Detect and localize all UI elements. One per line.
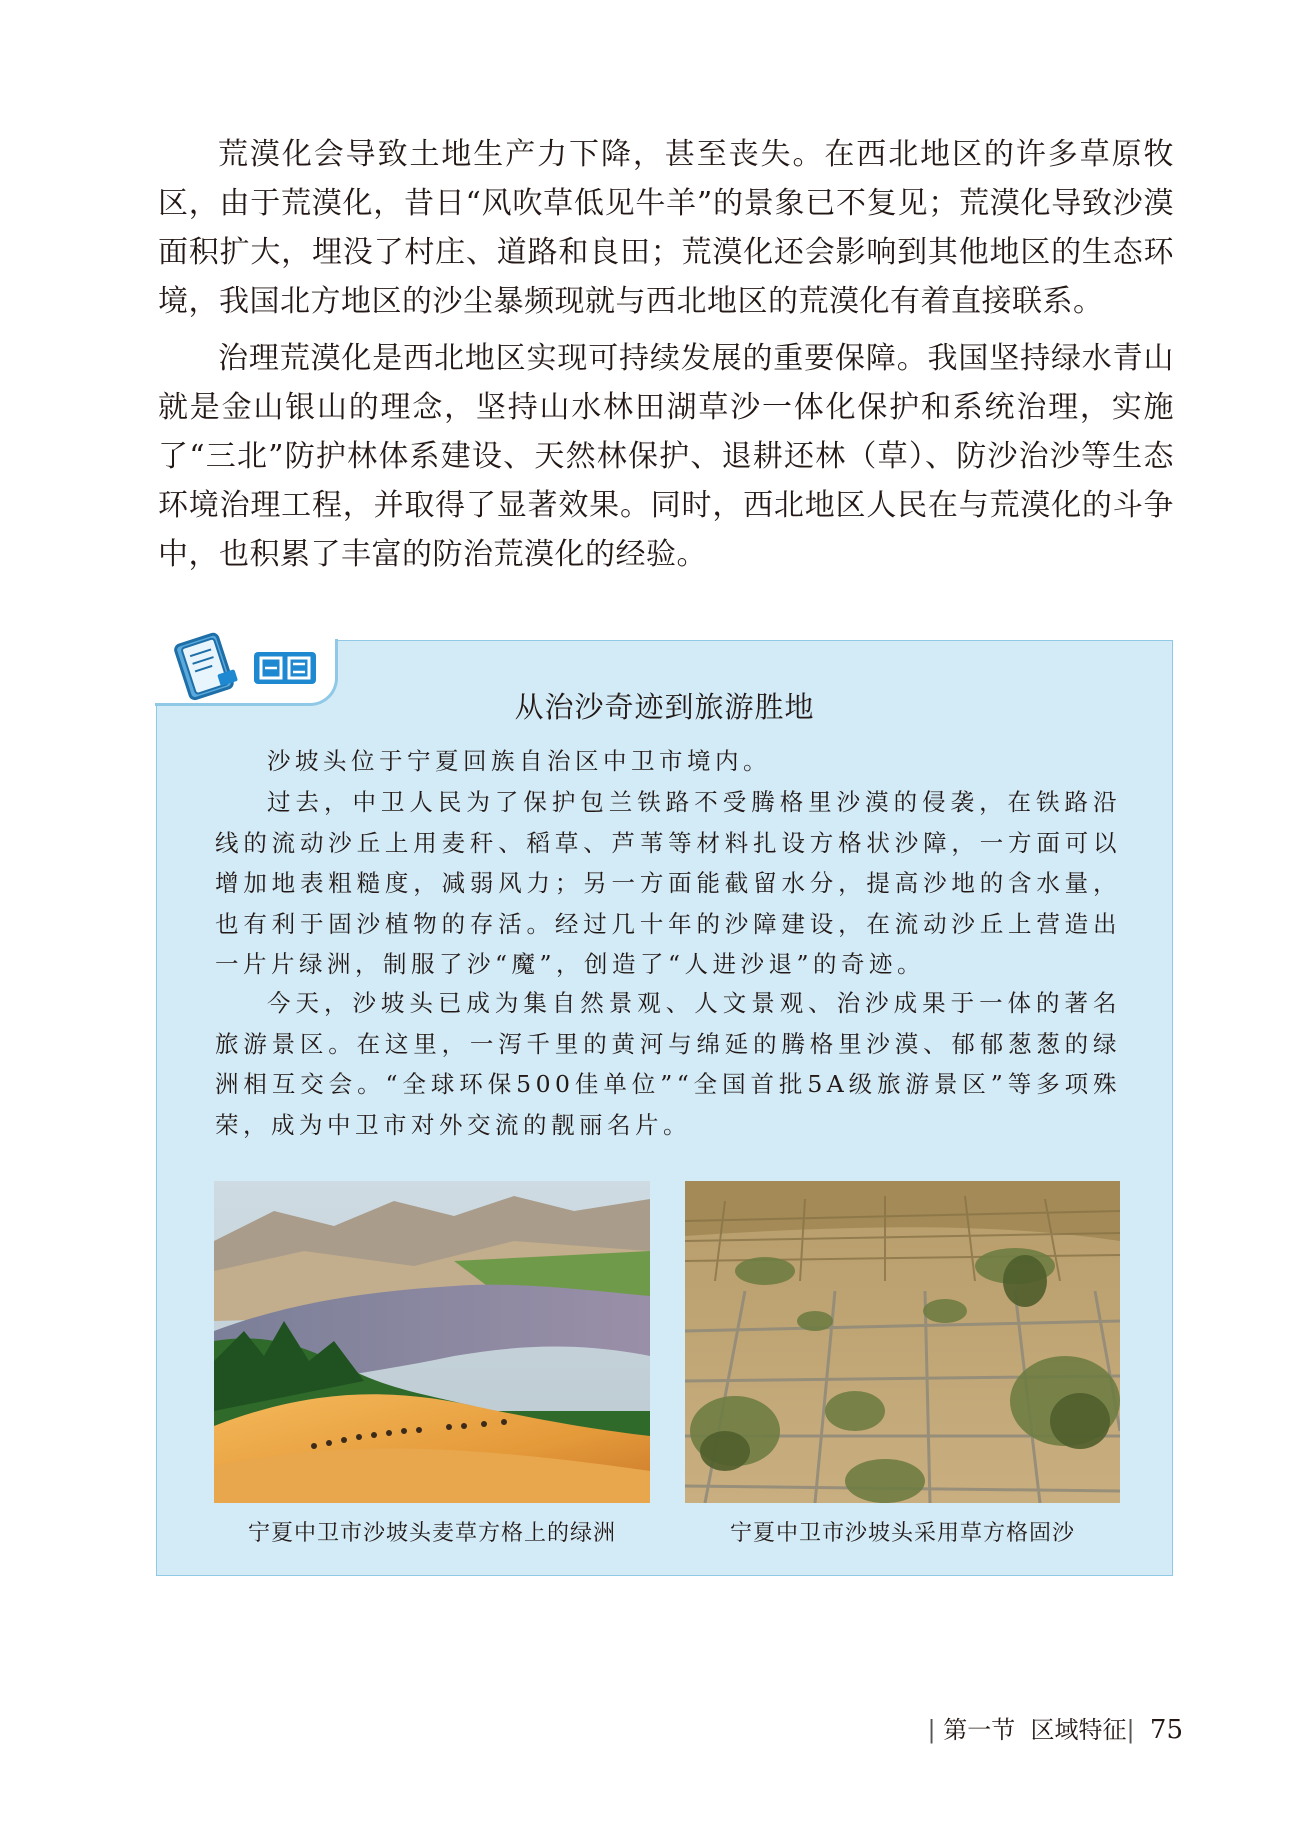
footer-section: 第一节 [943,1716,1016,1744]
reading-paragraph-1: 沙坡头位于宁夏回族自治区中卫市境内。 [267,747,771,775]
oasis-photo-caption: 宁夏中卫市沙坡头麦草方格上的绿洲 [247,1521,616,1546]
reading-paragraph-2: 过去，中卫人民为了保护包兰铁路不受腾格里沙漠的侵袭，在铁路沿线的流动沙丘上用麦秆、稻草、芦苇等材料扎设方格状沙障，一方面可以增加地表粗糙度，减弱风力；另一方面能截留水分，提高沙地的含水量，也有利于固沙植物的存活。经过几十年的沙障建设，在流动沙丘上营造出一片片绿洲，制服了沙“魔”，创造了“人进沙退”的奇迹。 [215,788,1121,978]
body-paragraph-2: 治理荒漠化是西北地区实现可持续发展的重要保障。我国坚持绿水青山就是金山银山的理念，坚持山水林田湖草沙一体化保护和系统治理，实施了“三北”防护林体系建设、天然林保护、退耕还林（草）、防沙治沙等生态环境治理工程，并取得了显著效果。同时，西北地区人民在与荒漠化的斗争中，也积累了丰富的防治荒漠化的经验。 [158,341,1174,572]
straw-grid-photo [685,1181,1120,1503]
reading-badge-icon [253,651,317,685]
footer-divider: | [927,1716,936,1744]
footer-section-title: 区域特征 [1030,1716,1127,1744]
reading-title: 从治沙奇迹到旅游胜地 [514,690,815,724]
straw-grid-photo-caption: 宁夏中卫市沙坡头采用草方格固沙 [729,1521,1075,1546]
reading-paragraph-3: 今天，沙坡头已成为集自然景观、人文景观、治沙成果于一体的著名旅游景区。在这里，一泻千里的黄河与绵延的腾格里沙漠、郁郁葱葱的绿洲相互交会。“全球环保500佳单位”“全国首批5A级旅游景区”等多项殊荣，成为中卫市对外交流的靓丽名片。 [215,989,1121,1139]
body-paragraph-1: 荒漠化会导致土地生产力下降，甚至丧失。在西北地区的许多草原牧区，由于荒漠化，昔日“风吹草低见牛羊”的景象已不复见；荒漠化导致沙漠面积扩大，埋没了村庄、道路和良田；荒漠化还会影响到其他地区的生态环境，我国北方地区的沙尘暴频现就与西北地区的荒漠化有着直接联系。 [158,137,1174,319]
reading-box [156,640,1173,1576]
page-footer [928,1710,1183,1745]
page-number: 75 [1149,1715,1183,1745]
oasis-photo [214,1181,650,1503]
footer-divider: | [1126,1716,1135,1744]
